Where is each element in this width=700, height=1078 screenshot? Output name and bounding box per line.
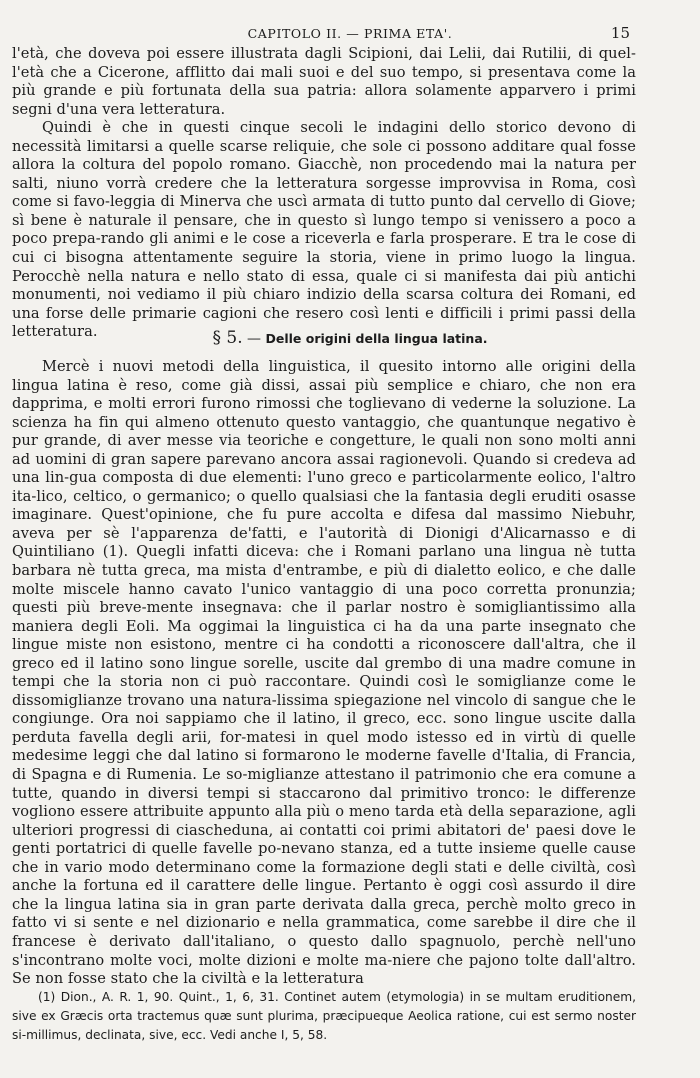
section-heading <box>0 328 700 348</box>
main-text-top <box>12 45 636 342</box>
paragraph-continued: l'età, che doveva poi essere illustrata dagli Scipioni, dai Lelii, dai Rutilii, di quel-l'età che a Cicerone, afflitto dai mali suoi e del suo tempo, si presentava come la più grande e più fortunata della sua patria: allora solamente apparvero i primi segni d'una vera letteratura. <box>12 45 636 118</box>
paragraph: Quindi è che in questi cinque secoli le indagini dello storico devono di necessità limitarsi a quelle scarse reliquie, che sole ci possono additare qual fosse allora la coltura del popolo romano. Giacchè, non procedendo mai la natura per salti, niuno vorrà credere che la letteratura sorgesse improvvisa in Roma, così come si favo-leggia di Minerva che uscì armata di tutto punto dal cervello di Giove; sì bene è naturale il pensare, che in questo sì lungo tempo si venissero a poco a poco prepa-rando gli animi e le cose a riceverla e farla prosperare. E tra le cose di cui ci bisogna attentamente seguire la storia, viene in primo luogo la lingua. Perocchè nella natura e nello stato di essa, quale ci si manifesta dai più antichi monumenti, noi vediamo il più chiaro indizio della scarsa coltura dei Romani, ed una forse delle primarie cagioni che resero così lenti e difficili i primi passi della letteratura. <box>12 119 636 341</box>
section-title: Delle origini della lingua latina. <box>265 331 488 346</box>
main-text-section <box>12 358 636 989</box>
section-number: § 5. <box>212 328 243 348</box>
footnote-text: (1) Dion., A. R. 1, 90. Quint., 1, 6, 31. Continet autem (etymologia) in se multam eruditionem, sive ex Græcis orta tractemus quæ sunt plurima, præcipueque Aeolica ratione, cui est sermo noster si-millimus, declinata, sive, ecc. Vedi anche I, 5, 58. <box>12 990 636 1042</box>
paragraph: Mercè i nuovi metodi della linguistica, il quesito intorno alle origini della lingua latina è reso, come già dissi, assai più semplice e chiaro, che non era dapprima, e molti errori furono rimossi che toglievano di vederne la soluzione. La scienza ha fin qui almeno ottenuto questo vantaggio, che quantunque negativo è pur grande, di aver messe via teoriche e congetture, le quali non sono molti anni ad uomini di gran sapere parevano ancora assai ragionevoli. Quando si credeva ad una lin-gua composta di due elementi: l'uno greco e particolarmente eolico, l'altro ita-lico, celtico, o germanico; o quello qualsiasi che la fantasia degli eruditi osasse imaginare. Quest'opinione, che fu pure accolta e difesa dal massimo Niebuhr, aveva per sè l'apparenza de'fatti, e l'autorità di Dionigi d'Alicarnasso e di Quintiliano (1). Quegli infatti diceva: che i Romani parlano una lingua nè tutta barbara nè tutta greca, ma mista d'entrambe, e più di dialetto eolico, e che dalle molte miscele hanno cavato l'unico vantaggio di una poco corretta pronunzia; questi più breve-mente insegnava: che il parlar nostro è somigliantissimo alla maniera degli Eoli. Ma oggimai la linguistica ci ha da una parte insegnato che lingue miste non esistono, mentre ci ha condotti a riconoscere dall'altra, che il greco ed il latino sono lingue sorelle, uscite dal grembo di una madre comune in tempi che la storia non ci può raccontare. Quindi così le somiglianze come le dissomiglianze trovano una natura-lissima spiegazione nel vincolo di sangue che le congiunge. Ora noi sappiamo che il latino, il greco, ecc. sono lingue uscite dalla perduta favella degli arii, for-matesi in quel modo istesso ed in virtù di quelle medesime leggi che dal latino si formarono le moderne favelle d'Italia, di Francia, di Spagna e di Rumenia. Le so-miglianze attestano il patrimonio che era comune a tutte, quando in diversi tempi si staccarono dal primitivo tronco: le differenze vogliono essere attribuite appunto alla più o meno tarda età della separazione, agli ulteriori progressi di ciascheduna, ai contatti coi primi abitatori de' paesi dove le genti portatrici di quelle favelle po-nevano stanza, ed a tutte insieme quelle cause che in vario modo determinano come la formazione degli stati e delle civiltà, così anche la fortuna ed il carattere delle lingue. Pertanto è oggi così assurdo il dire che la lingua latina sia in gran parte derivata dalla greca, perchè molto greco in fatto vi si sente e nel dizionario e nella grammatica, come sarebbe il dire che il francese è derivato dall'italiano, o questo dallo spagnuolo, perchè nell'uno s'incontrano molte voci, molte dizioni e molte ma-niere che pajono tolte dall'altro. Se non fosse stato che la civiltà e la letteratura <box>12 358 636 988</box>
footnote <box>12 988 636 1045</box>
running-head <box>0 26 700 46</box>
section-dash: — <box>247 331 262 347</box>
page-number: 15 <box>610 24 630 42</box>
chapter-running-title: CAPITOLO II. — PRIMA ETA'. <box>247 26 453 41</box>
